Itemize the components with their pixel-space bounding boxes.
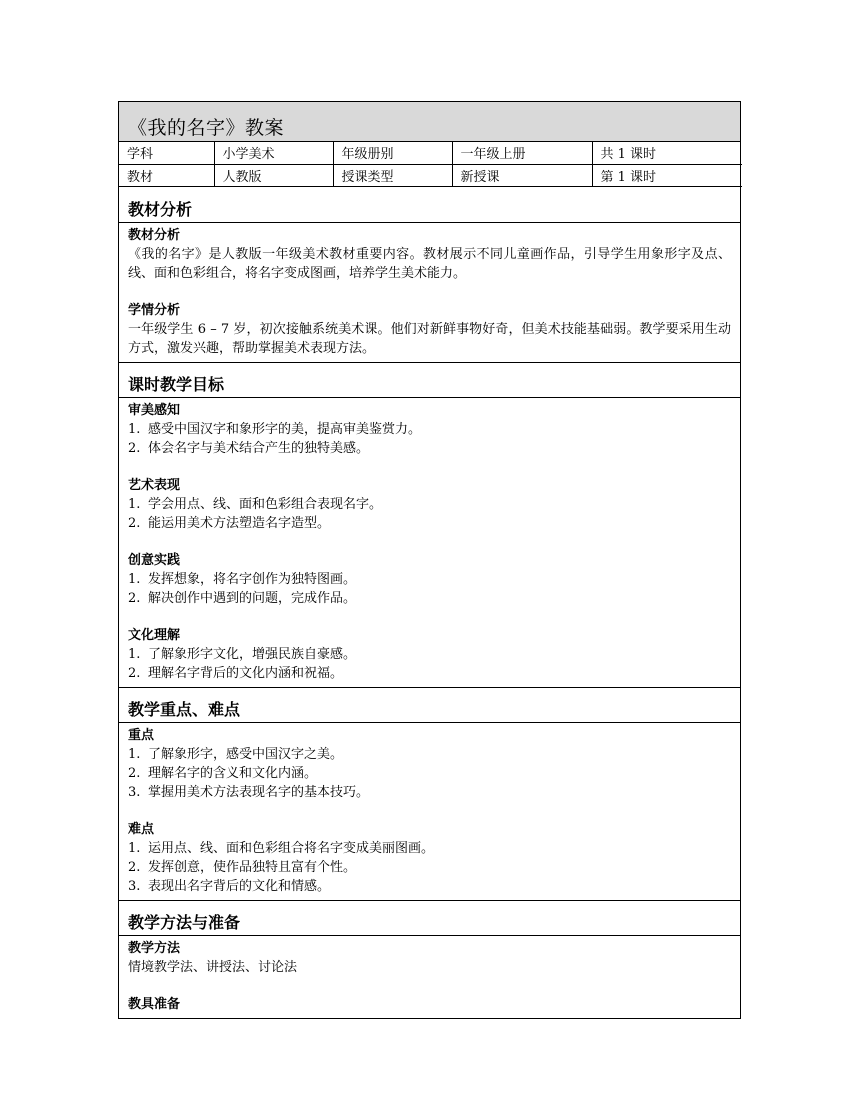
list-item: 3. 掌握用美术方法表现名字的基本技巧。 <box>128 784 370 800</box>
section-heading <box>119 362 740 398</box>
info-cell: 第 1 课时 <box>592 164 742 186</box>
list-item: 2. 理解名字背后的文化内涵和祝福。 <box>128 665 344 681</box>
paragraph: 《我的名字》是人教版一年级美术教材重要内容。教材展示不同儿童画作品，引导学生用象形字及点、线、面和色彩组合，将名字变成图画，培养学生美术能力。 <box>128 246 731 281</box>
info-row <box>119 142 742 164</box>
subsection-title: 难点 <box>128 821 155 837</box>
lesson-plan-document <box>118 101 741 1019</box>
section-body <box>119 936 740 1018</box>
list-item: 1. 发挥想象，将名字创作为独特图画。 <box>128 571 357 587</box>
info-cell: 授课类型 <box>333 164 452 186</box>
subsection-title: 文化理解 <box>128 627 181 643</box>
info-cell: 年级册别 <box>333 142 452 164</box>
subsection-title: 学情分析 <box>128 302 181 318</box>
section-heading <box>119 900 740 936</box>
list-item: 1. 运用点、线、面和色彩组合将名字变成美丽图画。 <box>128 840 435 856</box>
list-item: 1. 了解象形字，感受中国汉字之美。 <box>128 746 344 762</box>
subsection-title: 教具准备 <box>128 996 181 1012</box>
list-item: 1. 了解象形字文化，增强民族自豪感。 <box>128 646 357 662</box>
document-title: 《我的名字》教案 <box>128 117 285 139</box>
list-item: 2. 理解名字的含义和文化内涵。 <box>128 765 318 781</box>
info-cell: 人教版 <box>214 164 333 186</box>
list-item: 2. 发挥创意，使作品独特且富有个性。 <box>128 859 357 875</box>
section-body <box>119 223 740 362</box>
paragraph: 情境教学法、讲授法、讨论法 <box>128 959 298 975</box>
info-cell: 共 1 课时 <box>592 142 742 164</box>
subsection-title: 审美感知 <box>128 402 181 418</box>
section-body <box>119 398 740 687</box>
subsection-title: 重点 <box>128 727 155 743</box>
section-title: 教学重点、难点 <box>128 699 241 719</box>
list-item: 1. 感受中国汉字和象形字的美，提高审美鉴赏力。 <box>128 421 422 437</box>
info-cell: 一年级上册 <box>452 142 592 164</box>
paragraph: 一年级学生 6 – 7 岁，初次接触系统美术课。他们对新鲜事物好奇，但美术技能基础弱。教学要采用生动方式，激发兴趣，帮助掌握美术表现方法。 <box>128 321 731 356</box>
subsection-title: 教材分析 <box>128 227 181 243</box>
title-row <box>119 102 740 142</box>
info-cell: 小学美术 <box>214 142 333 164</box>
section-title: 课时教学目标 <box>128 374 225 394</box>
info-cell: 新授课 <box>452 164 592 186</box>
list-item: 3. 表现出名字背后的文化和情感。 <box>128 878 331 894</box>
info-row <box>119 164 742 186</box>
list-item: 2. 解决创作中遇到的问题，完成作品。 <box>128 590 357 606</box>
section-title: 教学方法与准备 <box>128 912 241 932</box>
info-table <box>119 142 742 187</box>
info-cell: 学科 <box>119 142 214 164</box>
list-item: 2. 能运用美术方法塑造名字造型。 <box>128 515 331 531</box>
section-title: 教材分析 <box>128 199 193 219</box>
section-heading <box>119 687 740 723</box>
section-heading <box>119 187 740 223</box>
info-cell: 教材 <box>119 164 214 186</box>
section-body <box>119 723 740 900</box>
subsection-title: 创意实践 <box>128 552 181 568</box>
list-item: 1. 学会用点、线、面和色彩组合表现名字。 <box>128 496 383 512</box>
subsection-title: 教学方法 <box>128 940 181 956</box>
subsection-title: 艺术表现 <box>128 477 181 493</box>
list-item: 2. 体会名字与美术结合产生的独特美感。 <box>128 440 370 456</box>
